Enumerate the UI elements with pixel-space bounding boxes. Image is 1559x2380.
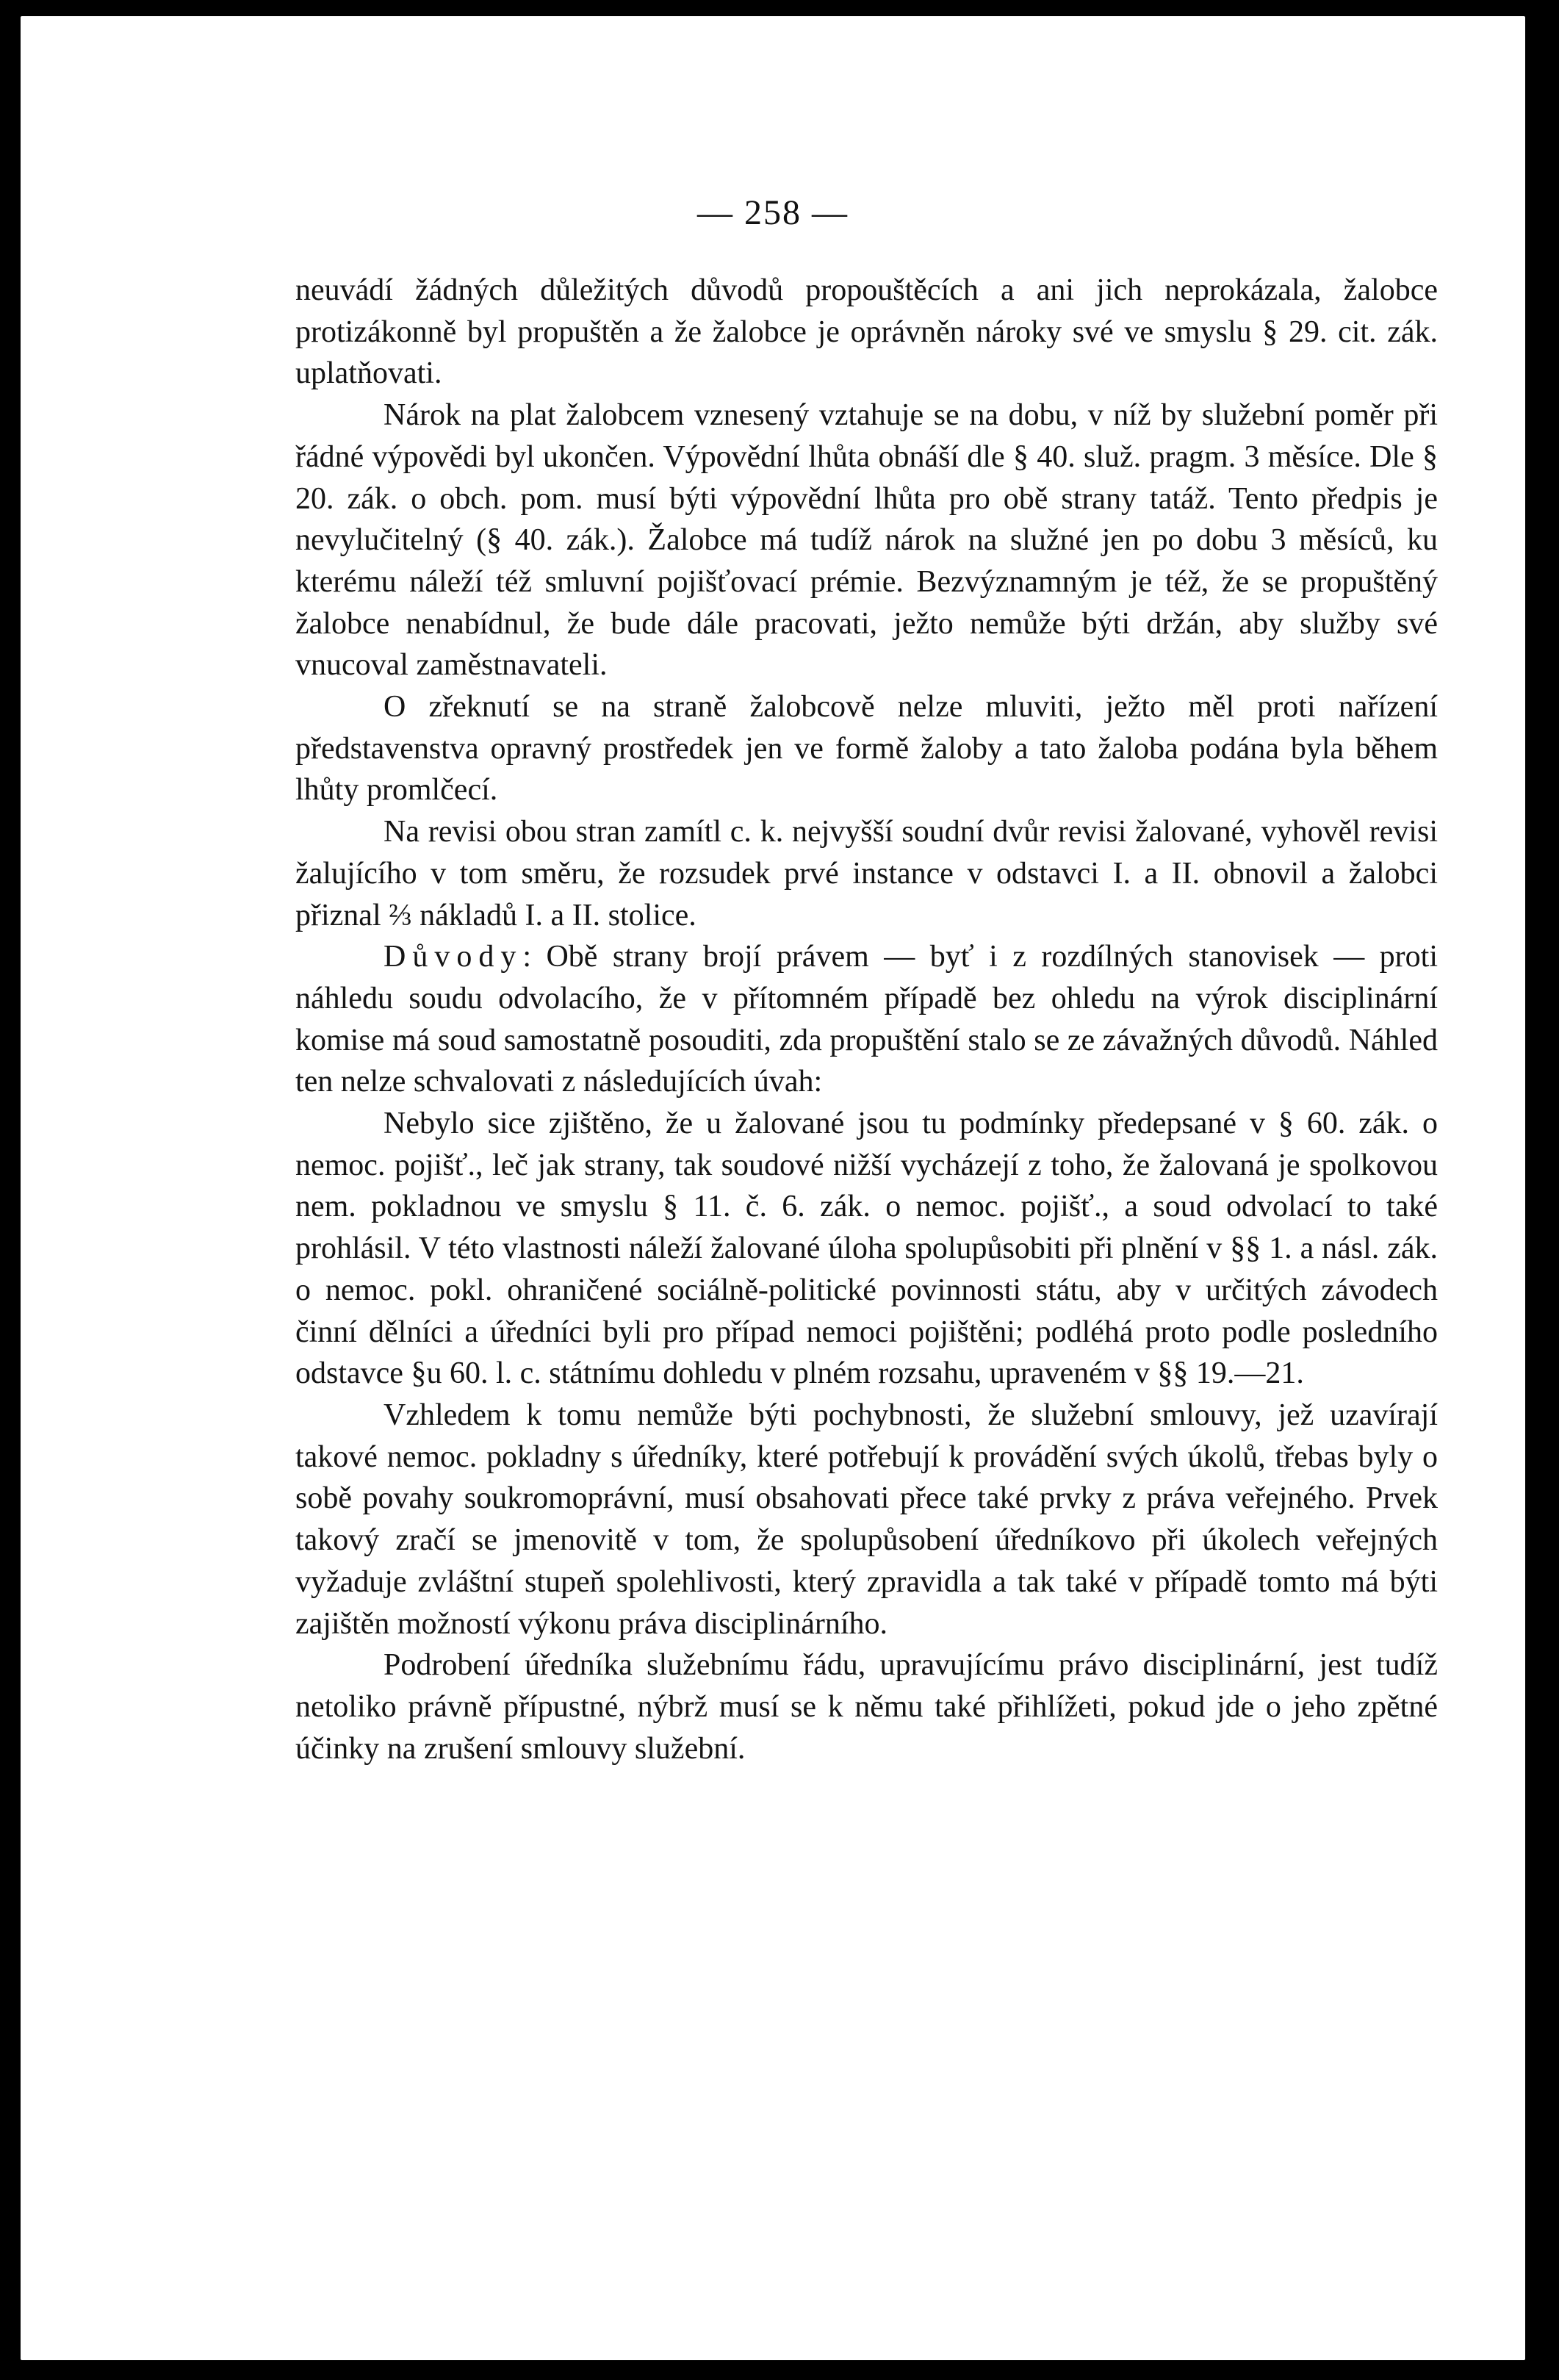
paragraph-revision: Na revisi obou stran zamítl c. k. nejvyšší soudní dvůr revisi žalované, vyhověl revisi žalujícího v tom směru, že rozsudek prvé instance v odstavci I. a II. obnovil a žalobci přiznal ⅔ nákladů I. a II. stolice.: [295, 815, 1438, 932]
reasons-text: : Obě strany brojí právem — byť i z rozdílných stanovisek — proti náhledu soudu odvolacího, že v přítomném případě bez ohledu na výrok disciplinární komise má soud samostatně posouditi, zda propuštění stalo se ze závažných důvodů. Náhled ten nelze schvalovati z následujících úvah:: [295, 940, 1438, 1099]
reasons-heading: Důvody: [384, 940, 523, 974]
paragraph-conclusion: Podrobení úředníka služebnímu řádu, upravujícímu právo disciplinární, jest tudíž netoliko právně přípustné, nýbrž musí se k němu také přihlížeti, pokud jde o jeho zpětné účinky na zrušení smlouvy služební.: [295, 1648, 1438, 1766]
paragraph-waiver: O zřeknutí se na straně žalobcově nelze mluviti, ježto měl proti nařízení představenstva opravný prostředek jen ve formě žaloby a tato žaloba podána byla během lhůty promlčecí.: [295, 690, 1438, 808]
paragraph-reasons: [295, 936, 1438, 1103]
body-text: [295, 270, 1438, 1769]
page-number: — 258 —: [697, 193, 849, 232]
paragraph-continuation: neuvádí žádných důležitých důvodů propouštěcích a ani jich neprokázala, žalobce protizákonně byl propuštěn a že žalobce je oprávněn nároky své ve smyslu § 29. cit. zák. uplatňovati.: [295, 273, 1438, 391]
book-page: [21, 16, 1525, 2360]
paragraph-insurance: Nebylo sice zjištěno, že u žalované jsou tu podmínky předepsané v § 60. zák. o nemoc. pojišť., leč jak strany, tak soudové nižší vycházejí z toho, že žalovaná je spolkovou nem. pokladnou ve smyslu § 11. č. 6. zák. o nemoc. pojišť., a soud odvolací to také prohlásil. V této vlastnosti náleží žalované úloha spolupůsobiti při plnění v §§ 1. a násl. zák. o nemoc. pokl. ohraničené sociálně-politické povinnosti státu, aby v určitých závodech činní dělníci a úředníci byli pro případ nemoci pojištěni; podléhá proto podle posledního odstavce §u 60. l. c. státnímu dohledu v plném rozsahu, upraveném v §§ 19.—21.: [295, 1107, 1438, 1391]
paragraph-contracts: Vzhledem k tomu nemůže býti pochybnosti, že služební smlouvy, jež uzavírají takové nemoc. pokladny s úředníky, které potřebují k provádění svých úkolů, třebas byly o sobě povahy soukromoprávní, musí obsahovati přece také prvky z práva veřejného. Prvek takový zračí se jmenovitě v tom, že spolupůsobení úředníkovo při úkolech veřejných vyžaduje zvláštní stupeň spolehlivosti, který zpravidla a tak také v případě tomto má býti zajištěn možností výkonu práva disciplinárního.: [295, 1398, 1438, 1641]
paragraph-claim: Nárok na plat žalobcem vznesený vztahuje se na dobu, v níž by služební poměr při řádné výpovědi byl ukončen. Výpovědní lhůta obnáší dle § 40. služ. pragm. 3 měsíce. Dle § 20. zák. o obch. pom. musí býti výpovědní lhůta pro obě strany tatáž. Tento předpis je nevylučitelný (§ 40. zák.). Žalobce má tudíž nárok na služné jen po dobu 3 měsíců, ku kterému náleží též smluvní pojišťovací prémie. Bezvýznamným je též, že se propuštěný žalobce nenabídnul, že bude dále pracovati, ježto nemůže býti držán, aby služby své vnucoval zaměstnavateli.: [295, 398, 1438, 683]
